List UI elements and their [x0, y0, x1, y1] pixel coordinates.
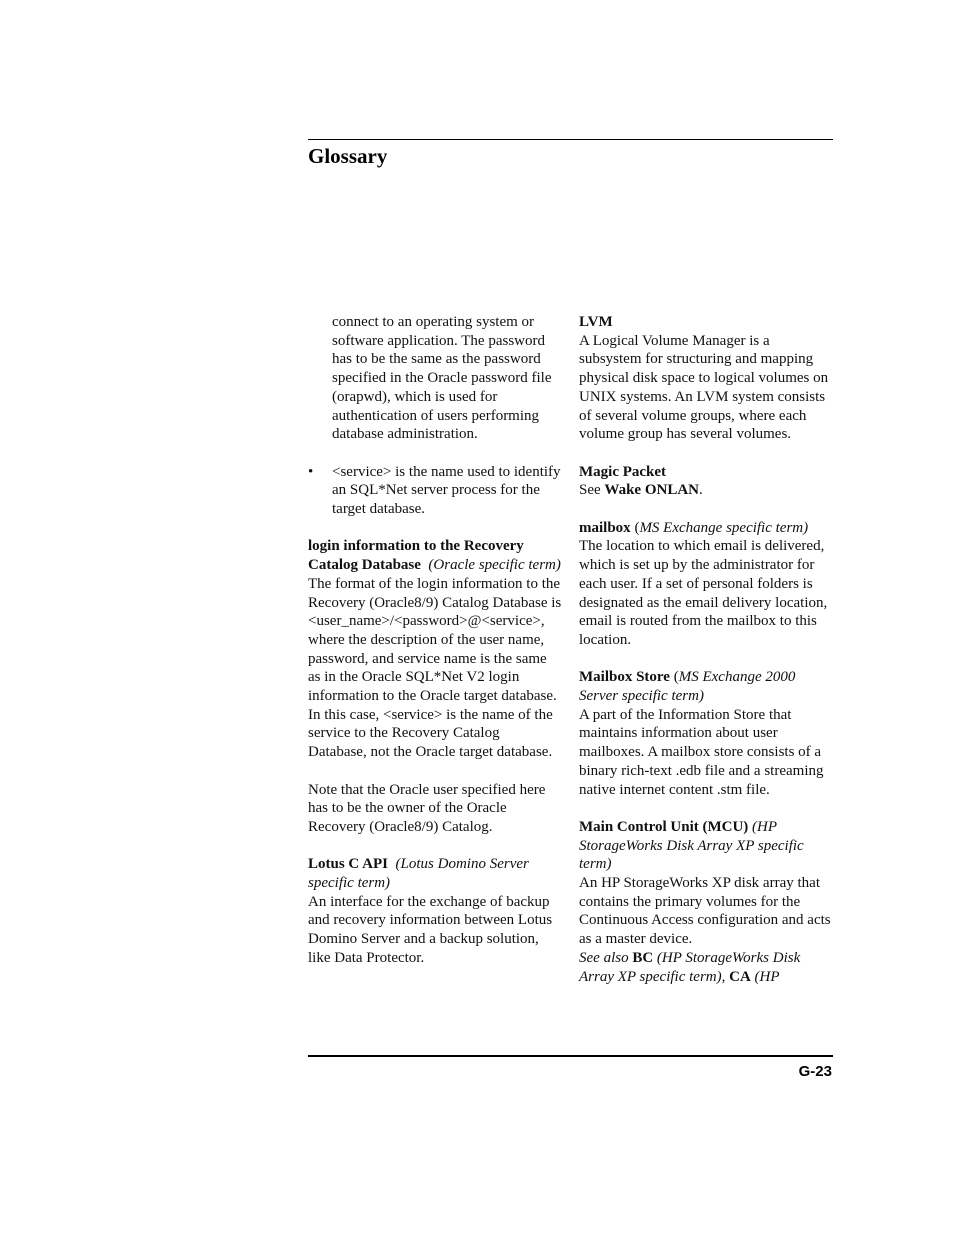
open-paren: ( [634, 519, 640, 536]
bullet-item [308, 463, 562, 519]
term-heading: Magic Packet [579, 463, 667, 480]
term-qualifier: (HP StorageWorks Disk Array XP specific term) [579, 818, 804, 873]
header-rule [308, 139, 833, 140]
term-heading: Main Control Unit (MCU) [579, 818, 749, 835]
term-qualifier: (Lotus Domino Server specific term) [308, 856, 529, 892]
glossary-entry-main-control-unit [579, 818, 833, 986]
glossary-entry-lotus-c-api [308, 855, 562, 967]
term-heading: LVM [579, 314, 613, 330]
glossary-entry-magic-packet [579, 463, 833, 500]
see-also-label: See also [579, 949, 629, 966]
footer-rule [308, 1055, 833, 1057]
term-qualifier: MS Exchange specific term) [639, 519, 809, 536]
term-heading: mailbox [579, 519, 631, 536]
period: . [699, 482, 703, 499]
cross-reference-qualifier: (HP StorageWorks Disk Array XP specific term) [579, 949, 801, 985]
term-definition: An HP StorageWorks XP disk array that contains the primary volumes for the Continuous Access configuration and acts as a master device. [579, 875, 831, 948]
bullet-text: <service> is the name used to identify an SQL*Net server process for the target database. [332, 463, 561, 518]
term-note: Note that the Oracle user specified here has to be the owner of the Oracle Recovery (Oracle8/9) Catalog. [308, 781, 546, 835]
cross-reference: CA [729, 968, 751, 985]
term-definition: A Logical Volume Manager is a subsystem for structuring and mapping physical disk space to logical volumes on UNIX systems. An LVM system consists of several volume groups, where each volume group has several volumes. [579, 332, 829, 443]
separator: , [721, 968, 726, 985]
open-paren: ( [673, 669, 679, 686]
page-number: G-23 [798, 1063, 832, 1080]
right-column [579, 313, 833, 1005]
term-heading: Lotus C API [308, 856, 389, 873]
term-definition: A part of the Information Store that maintains information about user mailboxes. A mailbox store consists of a binary rich-text .edb file and a streaming native internet content .stm file. [579, 706, 824, 798]
term-definition: The location to which email is delivered, which is set up by the administrator for each user. If a set of personal folders is designated as the email delivery location, email is routed from the mailbox to this location. [579, 538, 828, 648]
glossary-entry-lvm [579, 313, 833, 444]
cross-reference: BC [632, 949, 654, 966]
left-column [308, 313, 562, 986]
page-title: Glossary [308, 144, 388, 168]
term-qualifier: (Oracle specific term) [428, 557, 561, 574]
glossary-entry-login-information [308, 537, 562, 761]
term-qualifier: MS Exchange 2000 Server specific term) [579, 669, 796, 705]
term-heading: Mailbox Store [579, 669, 670, 686]
bullet-marker: • [308, 463, 314, 480]
continued-paragraph: connect to an operating system or software application. The password has to be the same as the password specified in the Oracle password file (orapwd), which is used for authentication of users performing database administration. [332, 314, 552, 443]
term-heading: login information to the Recovery Catalog Database [308, 538, 524, 574]
glossary-entry-mailbox [579, 519, 833, 650]
term-definition: An interface for the exchange of backup and recovery information between Lotus Domino Server and a backup solution, like Data Protector. [308, 893, 553, 966]
glossary-entry-mailbox-store [579, 668, 833, 799]
see-label: See [579, 482, 601, 499]
cross-reference: Wake ONLAN [604, 482, 700, 499]
term-definition: The format of the login information to the Recovery (Oracle8/9) Catalog Database is <user_name>/<password>@<service>, where the description of the user name, password, and service name is the same as in the Oracle SQL*Net V2 login information to the Oracle target database. In this case, <service> is the name of the service to the Recovery Catalog Database, not the Oracle target database. [308, 575, 562, 761]
cross-reference-qualifier: (HP [754, 968, 780, 985]
